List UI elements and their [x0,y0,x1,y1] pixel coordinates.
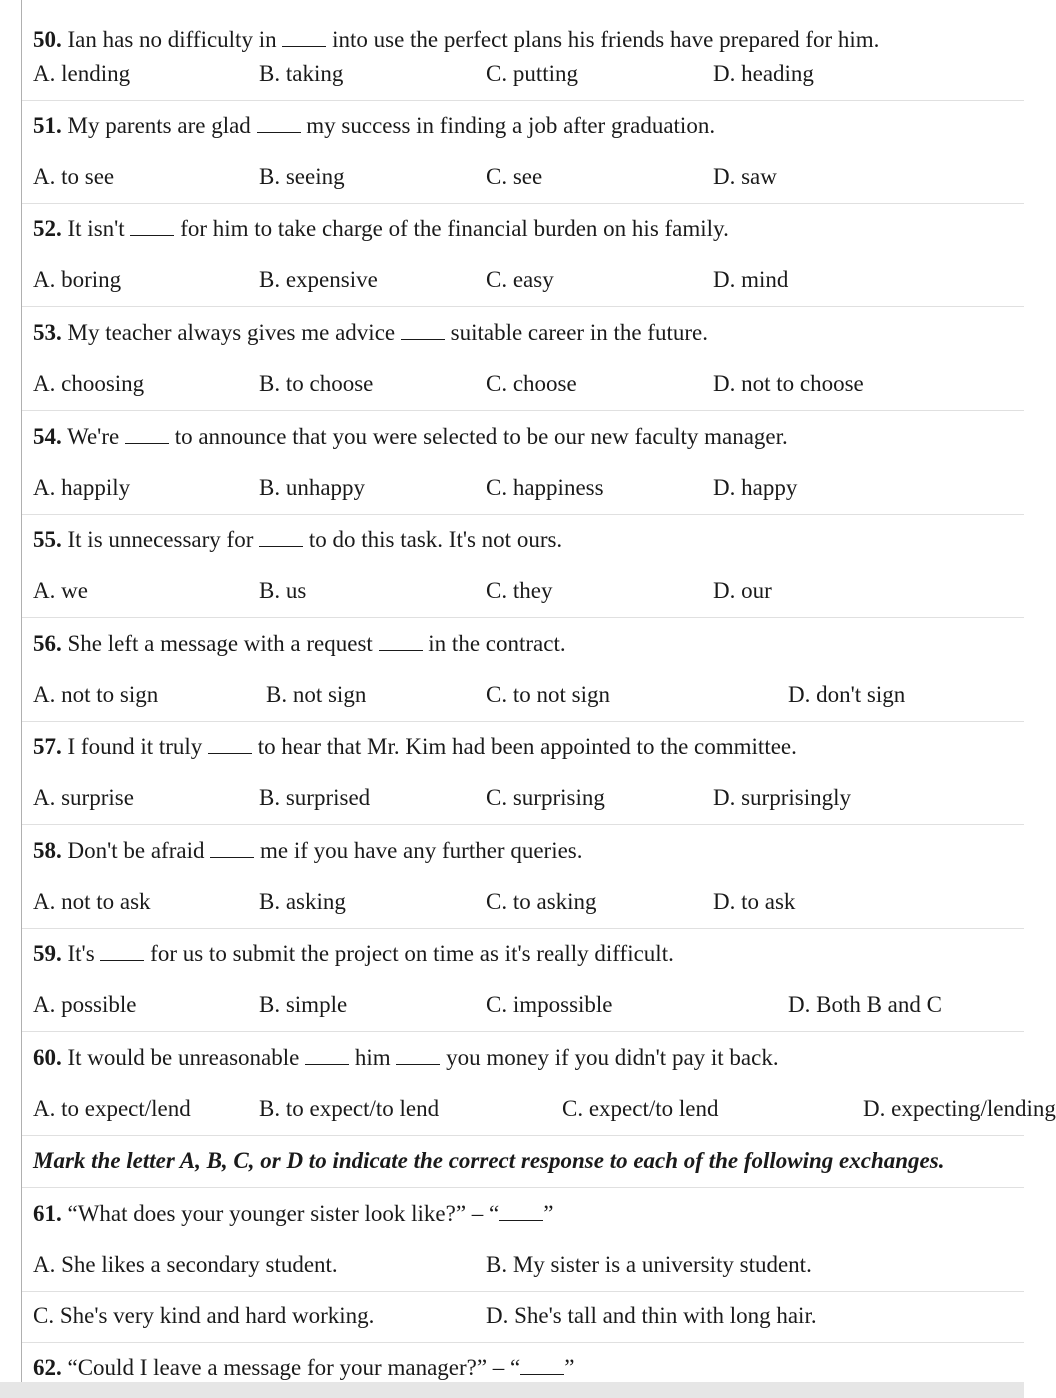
question-62: 62. “Could I leave a message for your manager?” – “ ” [33,1355,575,1380]
option-a[interactable]: A. boring [33,267,122,292]
option-a[interactable]: A. possible [33,992,137,1017]
option-c[interactable]: C. to not sign [486,682,610,707]
option-d[interactable]: D. don't sign [788,682,906,707]
answer-blank[interactable] [520,1354,564,1375]
divider [22,514,1024,515]
option-c[interactable]: C. easy [486,267,554,292]
option-b[interactable]: B. simple [259,992,348,1017]
question-56: 56. She left a message with a request in the contract. [33,631,566,656]
divider [22,100,1024,101]
option-a[interactable]: A. She likes a secondary student. [33,1252,338,1277]
option-b[interactable]: B. unhappy [259,475,366,500]
answer-blank[interactable] [130,215,174,236]
question-59: 59. It's for us to submit the project on time as it's really difficult. [33,941,674,966]
answer-blank[interactable] [125,423,169,444]
option-c[interactable]: C. putting [486,61,579,86]
option-a[interactable]: A. to expect/lend [33,1096,191,1121]
left-margin-rule [21,0,22,1382]
question-57: 57. I found it truly to hear that Mr. Kim had been appointed to the committee. [33,734,797,759]
answer-blank[interactable] [282,26,326,47]
answer-blank[interactable] [396,1044,440,1065]
option-c[interactable]: C. choose [486,371,577,396]
question-51: 51. My parents are glad my success in finding a job after graduation. [33,113,716,138]
question-50: 50. Ian has no difficulty in into use the perfect plans his friends have prepared for him. [33,27,880,52]
option-a[interactable]: A. to see [33,164,115,189]
answer-blank[interactable] [257,112,301,133]
answer-blank[interactable] [305,1044,349,1065]
option-d[interactable]: D. to ask [713,889,796,914]
option-a[interactable]: A. choosing [33,371,145,396]
option-d[interactable]: D. heading [713,61,814,86]
divider [22,721,1024,722]
divider [22,410,1024,411]
divider [22,1291,1024,1292]
option-a[interactable]: A. lending [33,61,131,86]
divider [22,306,1024,307]
option-a[interactable]: A. not to ask [33,889,151,914]
option-d[interactable]: D. mind [713,267,789,292]
option-d[interactable]: D. She's tall and thin with long hair. [486,1303,817,1328]
answer-blank[interactable] [379,630,423,651]
answer-blank[interactable] [208,733,252,754]
option-d[interactable]: D. our [713,578,772,603]
option-d[interactable]: D. surprisingly [713,785,851,810]
option-b[interactable]: B. to expect/to lend [259,1096,440,1121]
divider [22,928,1024,929]
option-c[interactable]: C. surprising [486,785,605,810]
option-a[interactable]: A. happily [33,475,131,500]
option-d[interactable]: D. not to choose [713,371,864,396]
option-c[interactable]: C. see [486,164,543,189]
question-61: 61. “What does your younger sister look like?” – “ ” [33,1201,554,1226]
option-d[interactable]: D. expecting/lending [863,1096,1056,1121]
option-c[interactable]: C. impossible [486,992,613,1017]
divider [22,617,1024,618]
option-b[interactable]: B. My sister is a university student. [486,1252,812,1277]
divider [22,1187,1024,1188]
question-54: 54. We're to announce that you were selected to be our new faculty manager. [33,424,788,449]
answer-blank[interactable] [100,940,144,961]
answer-blank[interactable] [401,319,445,340]
option-a[interactable]: A. we [33,578,88,603]
option-b[interactable]: B. not sign [266,682,367,707]
option-c[interactable]: C. to asking [486,889,597,914]
divider [22,1342,1024,1343]
option-c[interactable]: C. happiness [486,475,604,500]
question-53: 53. My teacher always gives me advice suitable career in the future. [33,320,708,345]
option-c[interactable]: C. expect/to lend [562,1096,719,1121]
option-b[interactable]: B. taking [259,61,344,86]
answer-blank[interactable] [259,526,303,547]
answer-blank[interactable] [499,1200,543,1221]
option-b[interactable]: B. surprised [259,785,371,810]
option-c[interactable]: C. they [486,578,553,603]
option-a[interactable]: A. not to sign [33,682,159,707]
option-d[interactable]: D. Both B and C [788,992,942,1017]
divider [22,203,1024,204]
answer-blank[interactable] [210,837,254,858]
question-60: 60. It would be unreasonable him you money if you didn't pay it back. [33,1045,779,1070]
question-58: 58. Don't be afraid me if you have any further queries. [33,838,583,863]
section-instruction: Mark the letter A, B, C, or D to indicate the correct response to each of the following exchanges. [33,1148,945,1173]
option-b[interactable]: B. us [259,578,307,603]
divider [22,824,1024,825]
option-d[interactable]: D. happy [713,475,798,500]
option-b[interactable]: B. asking [259,889,346,914]
divider [22,1135,1024,1136]
option-b[interactable]: B. expensive [259,267,378,292]
question-52: 52. It isn't for him to take charge of the financial burden on his family. [33,216,729,241]
option-b[interactable]: B. seeing [259,164,345,189]
divider [22,1031,1024,1032]
question-55: 55. It is unnecessary for to do this task. It's not ours. [33,527,563,552]
option-d[interactable]: D. saw [713,164,777,189]
option-b[interactable]: B. to choose [259,371,374,396]
option-a[interactable]: A. surprise [33,785,134,810]
page-bottom-edge [0,1382,1024,1398]
option-c[interactable]: C. She's very kind and hard working. [33,1303,375,1328]
